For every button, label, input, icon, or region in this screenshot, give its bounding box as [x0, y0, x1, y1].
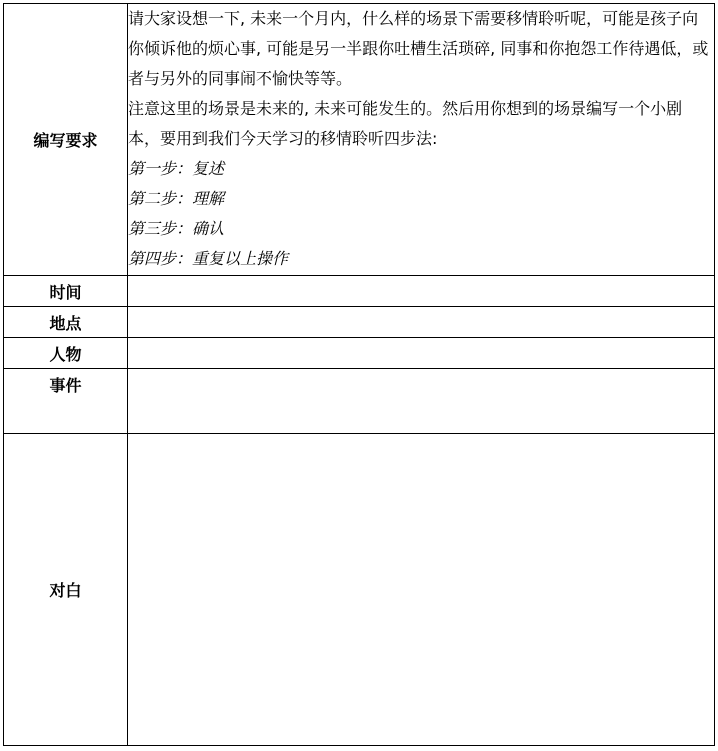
script-worksheet-table [3, 3, 715, 746]
dialogue-row [4, 434, 715, 746]
dialogue-field[interactable] [128, 434, 715, 746]
place-field[interactable] [128, 307, 715, 338]
requirements-content [128, 4, 715, 276]
requirements-paragraph-2: 注意这里的场景是未来的, 未来可能发生的。然后用你想到的场景编写一个小剧本，要用到我们今天学习的移情聆听四步法: [128, 99, 683, 148]
event-row [4, 369, 715, 434]
characters-row [4, 338, 715, 369]
characters-field[interactable] [128, 338, 715, 369]
step-3: 第三步：确认 [128, 219, 225, 238]
step-1: 第一步：复述 [128, 159, 225, 178]
time-label: 时间 [4, 276, 128, 307]
requirements-label: 编写要求 [4, 4, 128, 276]
place-label: 地点 [4, 307, 128, 338]
place-row [4, 307, 715, 338]
dialogue-label: 对白 [4, 434, 128, 746]
event-label: 事件 [4, 369, 128, 434]
step-2: 第二步：理解 [128, 189, 225, 208]
time-row [4, 276, 715, 307]
step-4: 第四步：重复以上操作 [128, 249, 289, 268]
event-field[interactable] [128, 369, 715, 434]
characters-label: 人物 [4, 338, 128, 369]
requirements-row [4, 4, 715, 276]
time-field[interactable] [128, 276, 715, 307]
requirements-paragraph-1: 请大家设想一下, 未来一个月内，什么样的场景下需要移情聆听呢，可能是孩子向你倾诉他的烦心事, 可能是另一半跟你吐槽生活琐碎, 同事和你抱怨工作待遇低，或者与另外的同事闹不愉快等等。 [128, 9, 709, 88]
